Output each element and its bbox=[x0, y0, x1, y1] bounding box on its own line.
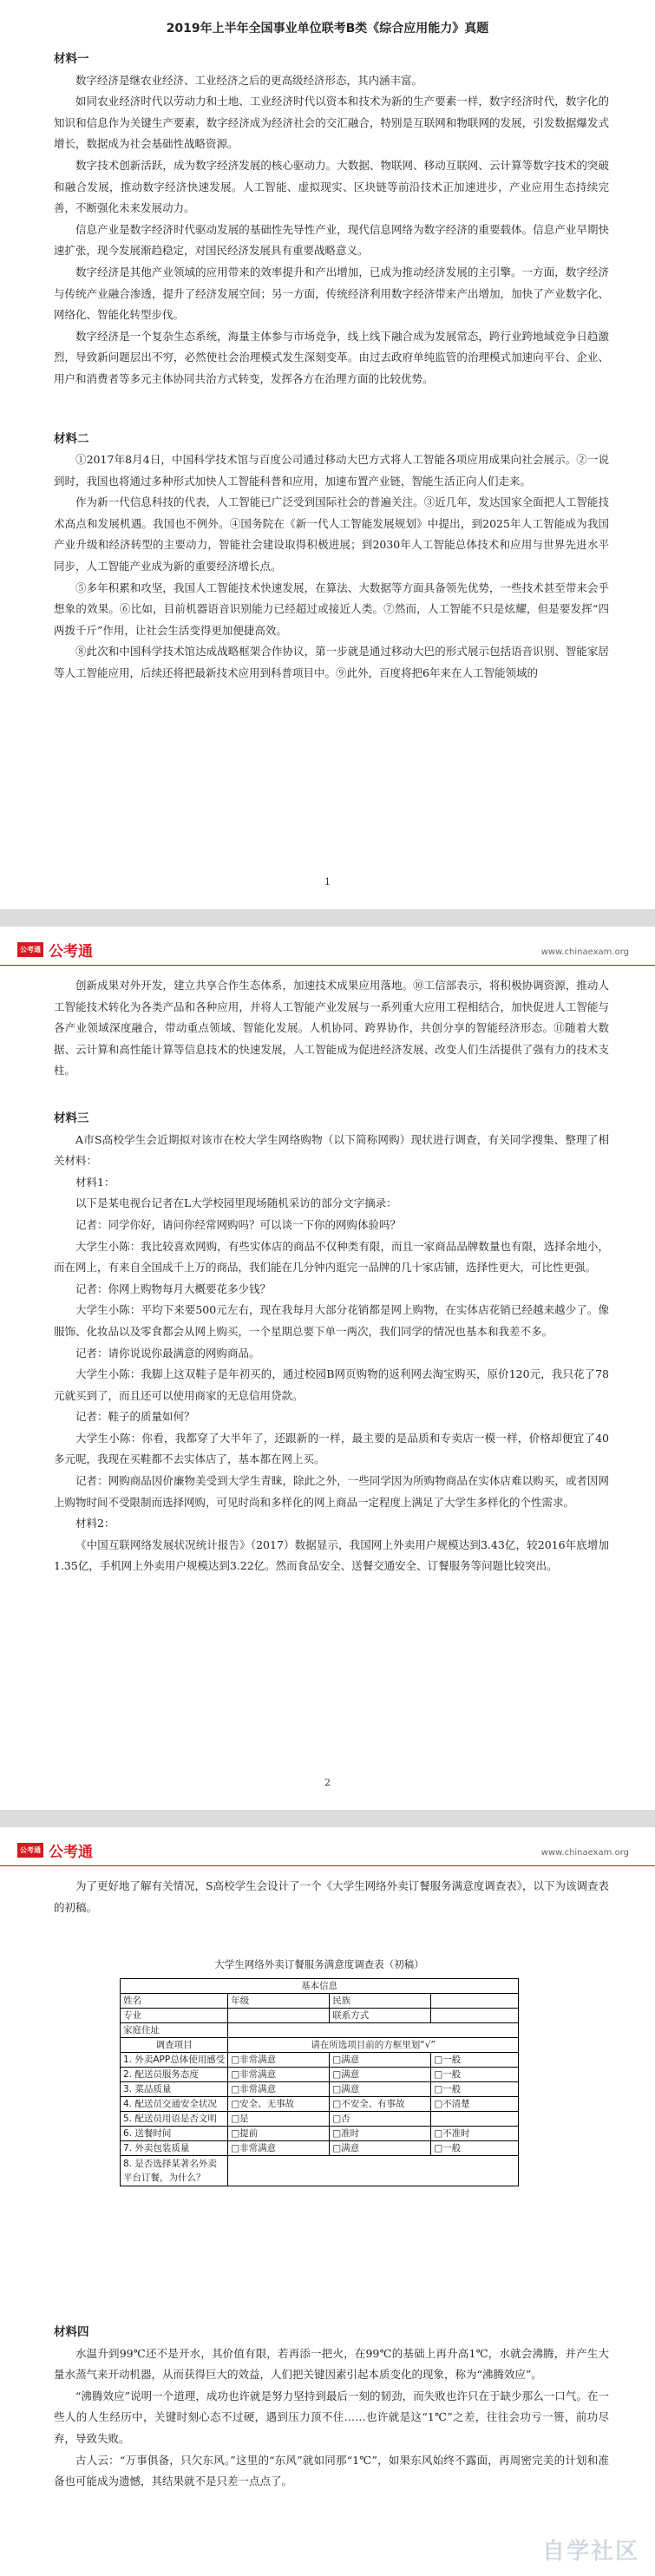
paragraph: 古人云：“万事俱备，只欠东风。”这里的“东风”就如同那“1℃”，如果东风始终不露面，再周密完美的计划和准备也可能成为遗憾，其结果就不是只差一点点了。 bbox=[54, 2453, 609, 2488]
row-item: 5. 配送员用语是否文明 bbox=[121, 2112, 228, 2127]
page-number: 2 bbox=[324, 1777, 331, 1788]
row-item: 4. 配送员交通安全状况 bbox=[121, 2097, 228, 2112]
col-instruction-header: 请在所选项目前的方框里划“√” bbox=[228, 2038, 519, 2053]
row-item: 3. 菜品质量 bbox=[121, 2082, 228, 2097]
paragraph: 作为新一代信息科技的代表，人工智能已广泛受到国际社会的普遍关注。③近几年，发达国家全面把人工智能技术高点和发展机遇。我国也不例外。④国务院在《新一代人工智能发展规划》中提出，到2025年人工智能成为我国产业升级和经济转型的主要动力，智能社会建设取得积极进展；到2030年人工智能总体技术和应用与世界先进水平同步，人工智能产业成为新的重要经济增长点。 bbox=[54, 495, 609, 574]
contact-value[interactable] bbox=[431, 2009, 519, 2023]
row-item: 8. 是否选择某著名外卖平台订餐，为什么？ bbox=[121, 2156, 228, 2186]
table-row bbox=[121, 2053, 519, 2068]
page-2 bbox=[0, 927, 655, 1810]
checkbox-option[interactable]: □非常满意 bbox=[228, 2053, 330, 2068]
grade-label: 年级 bbox=[228, 1994, 330, 2009]
label: 材料2： bbox=[75, 1517, 115, 1531]
paragraph: ⑧此次和中国科学技术馆达成战略框架合作协议，第一步就是通过移动大巴的形式展示包括语音识别、智能家居等人工智能应用，后续还将把最新技术应用到科普项目中。⑨此外，百度将把6年来在人工智能领域的 bbox=[54, 645, 609, 680]
paragraph: 创新成果对外开发，建立共享合作生态体系，加速技术成果应用落地。⑩工信部表示，将积极协调资源，推动人工智能技术转化为各类产品和各种应用，并将人工智能产业发展与一系列重大应用工程相结合，加快促进人工智能与各产业领域深度融合，带动重点领域、智能化发展。人机协同、跨界协作，共创分享的智能经济形态。⑪随着大数据、云计算和高性能计算等信息技术的快速发展，人工智能成为促进经济发展、改变人们生活提供了强有力的技术支柱。 bbox=[54, 979, 609, 1078]
table-row bbox=[121, 2082, 519, 2097]
logo bbox=[17, 1839, 93, 1861]
paragraph: 数字技术创新活跃，成为数字经济发展的核心驱动力。大数据、物联网、移动互联网、云计算等数字技术的突破和融合发展，推动数字经济快速发展。人工智能、虚拟现实、区块链等前沿技术正加速进步，产业应用生态持续完善，不断强化未来发展动力。 bbox=[54, 158, 609, 215]
logo bbox=[17, 939, 93, 960]
table-row bbox=[121, 2141, 519, 2156]
checkbox-option[interactable]: □是 bbox=[228, 2112, 330, 2127]
answer-field[interactable] bbox=[228, 2156, 519, 2186]
survey-title: 大学生网络外卖订餐服务满意度调查表（初稿） bbox=[214, 1958, 424, 1970]
checkbox-option[interactable]: □提前 bbox=[228, 2127, 330, 2141]
checkbox-option[interactable] bbox=[431, 2112, 519, 2127]
paragraph: 数字经济是一个复杂生态系统，海量主体参与市场竞争，线上线下融合成为发展常态，跨行业跨地域竞争日趋激烈，导致新问题层出不穷，必然使社会治理模式发生深刻变革。由过去政府单纯监管的治理模式加速向平台、企业、用户和消费者等多元主体协同共治方式转变，发挥各方在治理方面的比较优势。 bbox=[54, 329, 609, 385]
checkbox-option[interactable]: □不安全、有事故 bbox=[330, 2097, 431, 2112]
page3-intro bbox=[54, 1876, 609, 1918]
checkbox-option[interactable]: □不清楚 bbox=[431, 2097, 519, 2112]
checkbox-option[interactable]: □满意 bbox=[330, 2082, 431, 2097]
ethnic-value[interactable] bbox=[431, 1994, 519, 2009]
checkbox-option[interactable]: □非常满意 bbox=[228, 2141, 330, 2156]
checkbox-option[interactable]: □一般 bbox=[431, 2082, 519, 2097]
section-heading-2: 材料二 bbox=[54, 431, 89, 446]
paragraph: 记者：你网上购物每月大概要花多少钱？ bbox=[75, 1281, 272, 1295]
checkbox-option[interactable]: □一般 bbox=[431, 2068, 519, 2082]
label: 材料1： bbox=[75, 1175, 115, 1189]
checkbox-option[interactable]: □非常满意 bbox=[228, 2082, 330, 2097]
logo-mark-icon: 公考通 bbox=[17, 942, 43, 957]
checkbox-option[interactable]: □满意 bbox=[330, 2141, 431, 2156]
page-1 bbox=[0, 0, 655, 909]
checkbox-option[interactable]: □非常满意 bbox=[228, 2068, 330, 2082]
paragraph: A市S高校学生会近期拟对该市在校大学生网络购物（以下简称网购）现状进行调查，有关同学搜集、整理了相关材料： bbox=[54, 1132, 609, 1168]
checkbox-option[interactable]: □否 bbox=[330, 2112, 431, 2127]
contact-label: 联系方式 bbox=[330, 2009, 431, 2023]
logo-brand: 公考通 bbox=[49, 1844, 93, 1861]
paragraph: ⑤多年积累和攻坚，我国人工智能技术快速发展，在算法、大数据等方面具备领先优势，一些技术甚至带来会乎想象的效果。⑥比如，目前机器语音识别能力已经超过或接近人类。⑦然而，人工智能不只是炫耀，但是要发挥“四两拨千斤”作用，让社会生活变得更加便捷高效。 bbox=[54, 580, 609, 637]
ethnic-label: 民族 bbox=[330, 1994, 431, 2009]
row-item: 7. 外卖包装质量 bbox=[121, 2141, 228, 2156]
row-item: 1. 外卖APP总体使用感受 bbox=[121, 2053, 228, 2068]
checkbox-option[interactable]: □一般 bbox=[431, 2141, 519, 2156]
table-row bbox=[121, 2112, 519, 2127]
row-item: 2. 配送员服务态度 bbox=[121, 2068, 228, 2082]
paragraph: 为了更好地了解有关情况，S高校学生会设计了一个《大学生网络外卖订餐服务满意度调查表》，以下为该调查表的初稿。 bbox=[54, 1879, 609, 1914]
table-row bbox=[121, 2068, 519, 2082]
major-value[interactable] bbox=[228, 2009, 330, 2023]
paragraph: 大学生小陈：我比较喜欢网购，有些实体店的商品不仅种类有限，而且一家商品品牌数量也有限，选择余地小，而在网上，有来自全国成千上万的商品，我们能在几分钟内逛完一品牌的几十家店铺，选择性更大，可比性更强。 bbox=[54, 1239, 609, 1275]
checkbox-option[interactable]: □不准时 bbox=[431, 2127, 519, 2141]
table-row bbox=[121, 2097, 519, 2112]
section-heading-1: 材料一 bbox=[54, 52, 89, 66]
page-header bbox=[0, 927, 655, 966]
logo-mark-icon: 公考通 bbox=[17, 1843, 43, 1858]
paragraph: “沸腾效应”说明一个道理，成功也许就是努力坚持到最后一刻的韧劲，而失败也许只在于缺少那么一口气。在一些人的人生经历中，关键时刻心态不过硬，遇到压力顶不住……也许就是这“1℃”之差，往往会功亏一篑，前功尽弃，导致失败。 bbox=[54, 2389, 609, 2445]
paragraph: 信息产业是数字经济时代驱动发展的基础性先导性产业，现代信息网络为数字经济的重要载体。信息产业早期快速扩张，现今发展渐趋稳定，对国民经济发展具有重要战略意义。 bbox=[54, 222, 609, 258]
checkbox-option[interactable]: □一般 bbox=[431, 2053, 519, 2068]
survey-form bbox=[120, 1957, 519, 2186]
watermark: 自学社区 bbox=[541, 2539, 639, 2565]
paragraph: 水温升到99℃还不是开水，其价值有限，若再添一把火，在99℃的基础上再升高1℃，水就会沸腾，并产生大量水蒸气来开动机器，从而获得巨大的效益，人们把关键因素引起本质变化的现象，称为“沸腾效应”。 bbox=[54, 2346, 609, 2382]
page1-content bbox=[54, 45, 609, 685]
page-header bbox=[0, 1827, 655, 1866]
page2-content bbox=[54, 975, 609, 1577]
paragraph: 数字经济是其他产业领域的应用带来的效率提升和产出增加，已成为推动经济发展的主引擎。一方面，数字经济与传统产业融合渗透，提升了经济发展空间；另一方面，传统经济利用数字经济带来产出增加，加快了产业数字化、网络化、智能化转型步伐。 bbox=[54, 265, 609, 322]
checkbox-option[interactable]: □满意 bbox=[330, 2068, 431, 2082]
paragraph: 数字经济是继农业经济、工业经济之后的更高级经济形态，其内涵丰富。 bbox=[75, 73, 423, 87]
paragraph: 记者：网购商品因价廉物美受到大学生青睐，除此之外，一些同学因为所购物商品在实体店难以购买，或者因网上购物时间不受限制而选择网购，可见时尚和多样化的网上商品一定程度上满足了大学生多样化的个性需求。 bbox=[54, 1474, 609, 1509]
survey-table bbox=[120, 1978, 519, 2186]
logo-brand: 公考通 bbox=[49, 943, 93, 960]
paragraph: 记者：同学你好，请问你经常网购吗？可以谈一下你的网购体验吗？ bbox=[75, 1217, 402, 1231]
paragraph: 大学生小陈：你看，我都穿了大半年了，还跟新的一样，最主要的是品质和专卖店一模一样，价格却便宜了40多元呢，我现在买鞋都不去实体店了，基本都在网上买。 bbox=[54, 1431, 609, 1466]
paragraph: 以下是某电视台记者在L大学校园里现场随机采访的部分文字摘录： bbox=[75, 1196, 397, 1210]
site-url: www.chinaexam.org bbox=[540, 947, 629, 957]
checkbox-option[interactable]: □满意 bbox=[330, 2053, 431, 2068]
paragraph: ①2017年8月4日，中国科学技术馆与百度公司通过移动大巴方式将人工智能各项应用成果向社会展示。②一说到时，我国也将通过多种形式加快人工智能科普和应用，加速布置产业链，智能生活正向人们走来。 bbox=[54, 453, 609, 488]
address-label: 家庭住址 bbox=[121, 2023, 228, 2038]
page-number: 1 bbox=[324, 876, 331, 888]
row-item: 6. 送餐时间 bbox=[121, 2127, 228, 2141]
checkbox-option[interactable]: □安全、无事故 bbox=[228, 2097, 330, 2112]
paragraph: 《中国互联网络发展状况统计报告》（2017）数据显示，我国网上外卖用户规模达到3.43亿，较2016年底增加1.35亿，手机网上外卖用户规模达到3.22亿。然而食品安全、送餐交通安全、订餐服务等问题比较突出。 bbox=[54, 1537, 609, 1573]
paragraph: 大学生小陈：平均下来要500元左右，现在我每月大部分花销都是网上购物，在实体店花销已经越来越少了。像服饰、化妆品以及零食都会从网上购买，一个星期总要下单一两次，我们同学的情况也基本和我差不多。 bbox=[54, 1303, 609, 1338]
site-url: www.chinaexam.org bbox=[540, 1848, 629, 1858]
paragraph: 记者：鞋子的质量如何？ bbox=[75, 1410, 195, 1424]
section-heading-4: 材料四 bbox=[54, 2325, 89, 2339]
basic-info-header: 基本信息 bbox=[121, 1979, 519, 1994]
table-row bbox=[121, 2127, 519, 2141]
section-heading-3: 材料三 bbox=[54, 1111, 89, 1125]
paragraph: 记者：请你说说你最满意的网购商品。 bbox=[75, 1346, 260, 1360]
major-label: 专业 bbox=[121, 2009, 228, 2023]
address-value[interactable] bbox=[228, 2023, 519, 2038]
table-row bbox=[121, 2156, 519, 2186]
paragraph: 大学生小陈：我脚上这双鞋子是年初买的，通过校园B网页购物的返利网去淘宝购买，原价120元，我只花了78元就买到了，而且还可以使用商家的无息信用贷款。 bbox=[54, 1367, 609, 1402]
checkbox-option[interactable]: □准时 bbox=[330, 2127, 431, 2141]
col-item-header: 调查项目 bbox=[121, 2038, 228, 2053]
page3-content bbox=[54, 2322, 609, 2493]
document-title: 2019年上半年全国事业单位联考B类《综合应用能力》真题 bbox=[166, 22, 489, 36]
page-3 bbox=[0, 1827, 655, 2576]
name-label: 姓名 bbox=[121, 1994, 228, 2009]
paragraph: 如同农业经济时代以劳动力和土地、工业经济时代以资本和技术为新的生产要素一样，数字经济时代，数字化的知识和信息作为关键生产要素，数字经济成为经济社会的交汇融合，特别是互联网和物联网的发展，引发数据爆发式增长，数据成为社会基础性战略资源。 bbox=[54, 95, 609, 151]
